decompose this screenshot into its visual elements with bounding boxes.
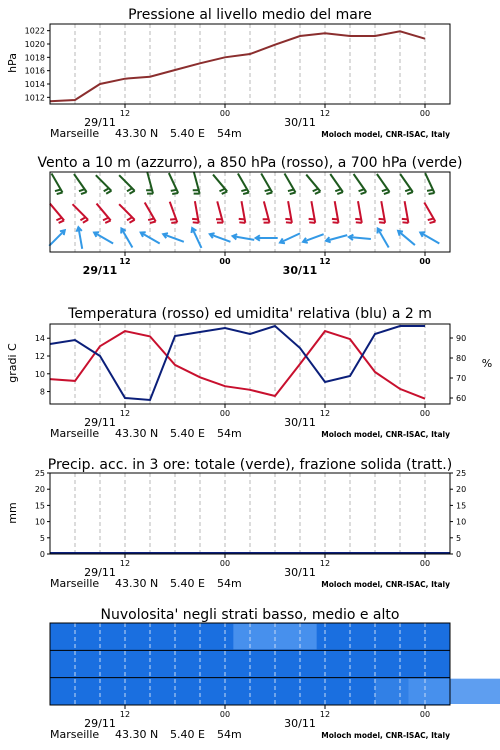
date-label: 29/11: [84, 116, 116, 129]
wind-barb-feather: [241, 189, 247, 191]
location-name: Marseille: [50, 427, 100, 440]
wind-arrow-shaft: [378, 228, 389, 247]
wind-barb-feather: [148, 218, 154, 220]
location-elev: 54m: [217, 728, 242, 741]
date-label: 30/11: [284, 416, 316, 429]
y-tick-label: 10: [456, 517, 467, 527]
wind-barb: [326, 235, 347, 242]
wind-barb-feather: [288, 189, 294, 191]
wind-barb: [119, 204, 135, 223]
wind-barbs: [49, 172, 439, 248]
temperature-grid: [75, 324, 425, 404]
wind-barb-shaft: [354, 174, 367, 192]
wind-barb-feather: [266, 193, 272, 195]
wind-barb-feather: [80, 217, 85, 220]
wind-arrow-shaft: [141, 233, 160, 244]
y-tick-label: 1018: [24, 53, 45, 63]
y-tick-label: 10: [34, 517, 45, 527]
wind-barb-shaft: [119, 204, 135, 220]
date-label: 29/11: [82, 264, 118, 277]
wind-barb: [285, 173, 296, 194]
location-elev: 54m: [217, 577, 242, 590]
wind-barb-feather: [430, 222, 436, 224]
wind-barb-feather: [129, 220, 134, 223]
cloud-cell: [408, 679, 500, 704]
wind-barb: [96, 175, 112, 194]
wind-barb: [398, 231, 415, 245]
wind-barb: [192, 201, 199, 223]
location-elev: 54m: [217, 127, 242, 140]
wind-barb: [285, 201, 292, 223]
wind-barb: [163, 233, 184, 242]
precip-y-ticks: [35, 469, 50, 559]
wind-barb: [170, 202, 178, 223]
wind-arrow-shaft: [94, 233, 113, 244]
wind-barb-feather: [379, 219, 385, 220]
wind-panel: [37, 155, 462, 277]
x-tick-label: 00: [419, 257, 431, 266]
date-label: 30/11: [284, 566, 316, 579]
temperature-y-ticks: [35, 334, 50, 396]
wind-barb: [239, 201, 246, 223]
precip-y2-ticks: [450, 469, 466, 559]
wind-barb-feather: [105, 220, 110, 223]
wind-barb-feather: [219, 189, 224, 192]
wind-barb-feather: [265, 189, 271, 191]
wind-barb-feather: [103, 218, 108, 221]
wind-arrow-shaft: [398, 231, 415, 245]
wind-barb: [119, 175, 135, 194]
wind-barb: [303, 234, 324, 243]
wind-arrow-shaft: [49, 230, 65, 246]
y-tick-label: 8: [39, 387, 45, 397]
date-label: 30/11: [284, 116, 316, 129]
pressure-y-ticks: [25, 27, 50, 103]
wind-barb-shaft: [377, 174, 390, 192]
wind-barb-shaft: [74, 174, 87, 192]
wind-barb-feather: [79, 189, 85, 191]
wind-barb-feather: [315, 191, 320, 194]
y-tick-label: 5: [456, 533, 462, 543]
wind-barb-feather: [309, 219, 315, 220]
wind-barb: [425, 173, 434, 194]
wind-barb: [280, 233, 300, 243]
wind-barb: [210, 233, 231, 242]
wind-barb: [213, 175, 227, 194]
wind-barb: [420, 232, 439, 243]
wind-barb: [238, 173, 249, 194]
wind-barb-feather: [285, 219, 291, 220]
location-name: Marseille: [50, 728, 100, 741]
pressure-x-ticks: [50, 104, 450, 140]
wind-barb-feather: [170, 219, 176, 220]
y-tick-label: 1012: [24, 93, 45, 103]
wind-barb-feather: [106, 191, 111, 194]
x-tick-label: 12: [319, 559, 331, 568]
wind-barb-feather: [243, 193, 249, 195]
y-tick-label: 10: [34, 369, 45, 379]
wind-barb-feather: [382, 189, 388, 191]
location-name: Marseille: [50, 577, 100, 590]
location-lon: 5.40 E: [170, 127, 205, 140]
wind-barb: [73, 204, 89, 223]
pressure-line: [50, 31, 425, 101]
cloud-title: Nuvolosita' negli strati basso, medio e alto: [100, 607, 400, 623]
x-tick-label: 12: [119, 257, 131, 266]
wind-barb-feather: [309, 222, 315, 223]
wind-barb-shaft: [330, 174, 343, 192]
wind-barb-feather: [405, 189, 411, 191]
x-tick-label: 12: [319, 710, 331, 719]
wind-barb-feather: [171, 190, 177, 191]
model-credit: Moloch model, CNR-ISAC, Italy: [321, 130, 450, 139]
wind-barb: [193, 172, 200, 193]
location-elev: 54m: [217, 427, 242, 440]
wind-barb-feather: [150, 222, 156, 224]
pressure-title: Pressione al livello medio del mare: [128, 7, 372, 23]
wind-barb-shaft: [119, 175, 135, 191]
wind-barb-feather: [129, 191, 134, 194]
wind-barb: [261, 173, 272, 194]
y-tick-label: 1020: [24, 40, 45, 49]
cloud-panel: [50, 607, 500, 741]
wind-barb-feather: [56, 218, 61, 221]
wind-barb-feather: [429, 193, 435, 194]
wind-barb: [309, 201, 316, 223]
location-lat: 43.30 N: [115, 427, 159, 440]
wind-barb: [354, 174, 367, 194]
wind-barb: [256, 235, 278, 240]
humidity-y-ticks: [450, 334, 466, 403]
wind-barb-feather: [239, 222, 245, 223]
location-lon: 5.40 E: [170, 427, 205, 440]
temperature-frame: [50, 324, 450, 404]
wind-title: Vento a 10 m (azzurro), a 850 hPa (rosso), a 700 hPa (verde): [37, 155, 463, 171]
wind-barb: [349, 235, 371, 240]
wind-barb: [355, 201, 362, 223]
y-tick-label: 5: [39, 533, 45, 543]
wind-barb-shaft: [400, 174, 413, 192]
date-label: 29/11: [84, 566, 116, 579]
wind-barb-shaft: [306, 175, 320, 192]
location-name: Marseille: [50, 127, 100, 140]
wind-barb: [378, 228, 389, 247]
pressure-frame: [50, 24, 450, 104]
wind-barb-feather: [427, 190, 433, 191]
wind-barb: [306, 175, 320, 194]
model-credit: Moloch model, CNR-ISAC, Italy: [321, 580, 450, 589]
wind-barb: [332, 201, 339, 223]
y-tick-label: 0: [456, 550, 462, 559]
wind-barb-feather: [104, 188, 109, 191]
y-tick-label: 25: [456, 469, 467, 478]
wind-barb: [330, 174, 343, 194]
x-tick-label: 12: [319, 109, 331, 118]
wind-barb-feather: [239, 219, 245, 220]
location-lon: 5.40 E: [170, 728, 205, 741]
date-label: 30/11: [282, 264, 318, 277]
precip-x-ticks: [50, 554, 450, 590]
wind-barb-feather: [83, 220, 88, 223]
y-tick-label: 15: [456, 501, 467, 511]
wind-barb: [400, 174, 413, 194]
temperature-panel: [6, 306, 492, 440]
y-tick-label: 1014: [24, 80, 45, 89]
wind-barb-shaft: [50, 204, 64, 221]
model-credit: Moloch model, CNR-ISAC, Italy: [321, 731, 450, 740]
x-tick-label: 12: [319, 257, 331, 266]
wind-barb-feather: [384, 192, 390, 194]
wind-barb: [74, 174, 87, 194]
y-tick-label: 1016: [24, 66, 45, 76]
x-tick-label: 00: [219, 710, 231, 719]
cloud-x-ticks: [50, 705, 450, 741]
y-tick-label: 14: [34, 334, 45, 344]
wind-barb-feather: [407, 192, 413, 194]
wind-barb-feather: [402, 222, 408, 223]
x-tick-label: 00: [419, 109, 431, 118]
date-label: 29/11: [84, 717, 116, 730]
y-tick-label: 15: [34, 501, 45, 511]
wind-arrow-shaft: [420, 233, 439, 244]
wind-barb-feather: [222, 191, 227, 194]
wind-barb: [402, 201, 409, 223]
date-label: 30/11: [284, 717, 316, 730]
location-lat: 43.30 N: [115, 127, 159, 140]
wind-barb-feather: [193, 222, 199, 223]
precip-panel: [6, 457, 466, 590]
cloud-cell: [375, 679, 408, 704]
wind-barb-feather: [337, 192, 343, 194]
wind-barb-feather: [192, 219, 198, 220]
wind-barb: [50, 204, 64, 223]
wind-barb: [94, 232, 113, 243]
x-tick-label: 00: [419, 559, 431, 568]
x-tick-label: 12: [319, 409, 331, 418]
precip-ylabel: mm: [6, 502, 19, 524]
wind-barb: [97, 204, 111, 223]
temperature-x-ticks: [50, 404, 450, 440]
wind-barb-feather: [356, 222, 362, 223]
location-lon: 5.40 E: [170, 577, 205, 590]
wind-barb-feather: [127, 188, 132, 191]
wind-barb-feather: [379, 222, 385, 223]
wind-barb: [169, 173, 178, 194]
wind-barb-feather: [313, 189, 318, 192]
humidity-ylabel: %: [481, 357, 493, 370]
wind-barb: [263, 201, 270, 222]
wind-barb-shaft: [97, 204, 111, 221]
wind-barb: [377, 174, 390, 194]
wind-barb: [49, 230, 65, 246]
pressure-panel: [6, 7, 450, 140]
wind-barb: [424, 202, 435, 223]
model-credit: Moloch model, CNR-ISAC, Italy: [321, 430, 450, 439]
precip-frame: [50, 473, 450, 554]
wind-barb: [141, 232, 160, 243]
wind-barb: [77, 227, 83, 249]
wind-barb: [233, 234, 255, 240]
x-tick-label: 12: [119, 109, 131, 118]
y-tick-label: 20: [34, 485, 45, 495]
wind-barb-feather: [286, 222, 292, 223]
date-label: 29/11: [84, 416, 116, 429]
temperature-ylabel: gradi C: [6, 343, 19, 383]
x-tick-label: 00: [419, 710, 431, 719]
y-tick-label: 90: [456, 334, 467, 343]
wind-barb-feather: [172, 193, 178, 194]
wind-barb-feather: [333, 222, 339, 223]
x-tick-label: 12: [119, 559, 131, 568]
x-tick-label: 00: [219, 109, 231, 118]
y-tick-label: 70: [456, 374, 467, 383]
temperature-title: Temperatura (rosso) ed umidita' relativa (blu) a 2 m: [68, 306, 432, 322]
y-tick-label: 12: [34, 352, 45, 361]
wind-barb: [379, 201, 386, 223]
x-tick-label: 00: [219, 257, 231, 266]
wind-barb-feather: [59, 220, 64, 223]
x-tick-label: 12: [119, 710, 131, 719]
wind-barb: [145, 202, 156, 223]
y-tick-label: 0: [39, 550, 45, 559]
wind-x-ticks: [83, 252, 431, 277]
wind-barb-feather: [81, 192, 87, 194]
wind-arrow-shaft: [280, 233, 300, 242]
wind-barb-feather: [355, 219, 361, 220]
x-tick-label: 12: [119, 409, 131, 418]
y-tick-label: 1022: [24, 26, 45, 36]
y-tick-label: 60: [456, 394, 467, 403]
wind-barb-feather: [171, 222, 177, 223]
wind-barb-feather: [359, 189, 365, 191]
wind-barb-feather: [332, 219, 338, 220]
wind-barb: [216, 201, 223, 222]
precip-grid: [75, 473, 425, 554]
y-tick-label: 20: [456, 485, 467, 495]
wind-barb: [121, 228, 132, 247]
wind-barb-feather: [402, 219, 408, 220]
wind-barb-feather: [57, 193, 63, 195]
x-tick-label: 00: [219, 409, 231, 418]
wind-barb-shaft: [96, 175, 112, 191]
location-lat: 43.30 N: [115, 577, 159, 590]
x-tick-label: 00: [219, 559, 231, 568]
wind-barb-feather: [428, 218, 434, 220]
x-tick-label: 00: [419, 409, 431, 418]
location-lat: 43.30 N: [115, 728, 159, 741]
cloud-cells: [50, 623, 500, 705]
y-tick-label: 80: [456, 354, 467, 363]
wind-barb-feather: [361, 192, 367, 194]
wind-arrow-shaft: [121, 228, 132, 247]
y-tick-label: 25: [34, 469, 45, 478]
pressure-ylabel: hPa: [6, 53, 19, 73]
precip-title: Precip. acc. in 3 ore: totale (verde), frazione solida (tratt.): [47, 457, 453, 473]
wind-barb-feather: [55, 189, 61, 191]
wind-barb-feather: [290, 193, 296, 195]
wind-barb-feather: [335, 189, 341, 191]
wind-barb: [52, 173, 63, 194]
wind-barb-feather: [127, 217, 132, 220]
